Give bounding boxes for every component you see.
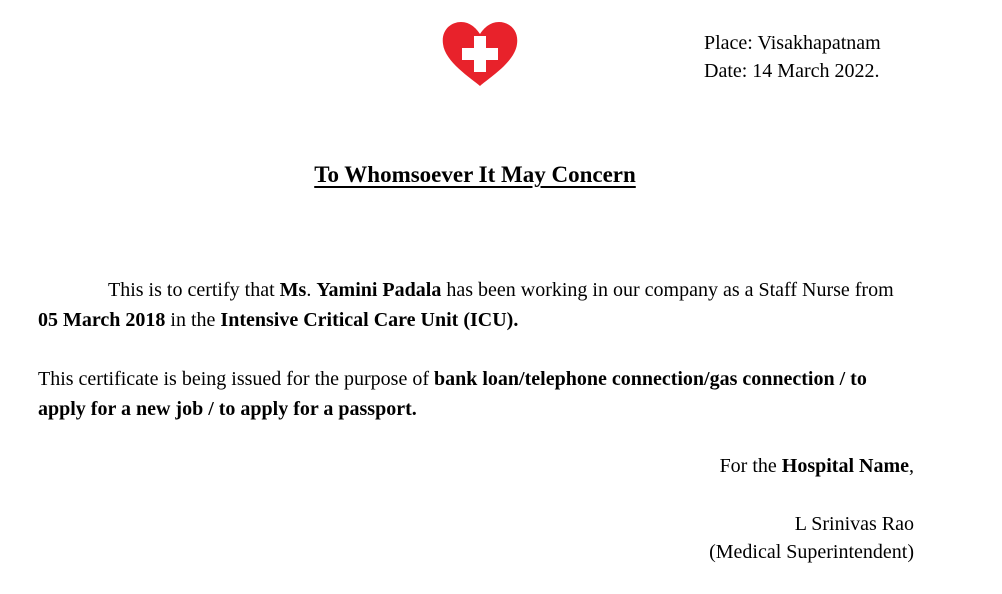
place-date-block — [704, 29, 881, 85]
purpose-paragraph — [38, 364, 918, 424]
department-name: Intensive Critical Care Unit (ICU). — [220, 309, 519, 331]
para1-text-4: in the — [165, 309, 221, 331]
signatory-block — [709, 510, 914, 566]
para1-text-1: This is to certify that — [108, 279, 280, 301]
date-line: Date: 14 March 2022. — [704, 60, 880, 82]
heart-cross-icon — [441, 20, 519, 88]
signatory-name: L Srinivas Rao — [794, 513, 914, 535]
certificate-title: To Whomsoever It May Concern — [314, 162, 636, 187]
purpose-list: bank loan/telephone connection/gas connection / to apply for a new job / to apply for a passport. — [38, 368, 867, 420]
closing-text-1: For the — [719, 455, 782, 477]
para1-text-3: has been working in our company as a Staff Nurse from — [441, 279, 894, 301]
certification-paragraph — [38, 275, 918, 335]
para1-text-2: . — [306, 279, 317, 301]
closing-text-2: , — [909, 455, 914, 477]
start-date: 05 March 2018 — [38, 309, 166, 331]
salutation: Ms — [279, 279, 307, 301]
employee-name: Yamini Padala — [316, 279, 442, 301]
cross-horizontal — [462, 48, 498, 60]
place-line: Place: Visakhapatnam — [704, 32, 881, 54]
closing-line — [720, 452, 914, 480]
hospital-name: Hospital Name — [781, 455, 909, 477]
signatory-designation: (Medical Superintendent) — [709, 541, 914, 563]
para2-text-1: This certificate is being issued for the purpose of — [38, 368, 434, 390]
